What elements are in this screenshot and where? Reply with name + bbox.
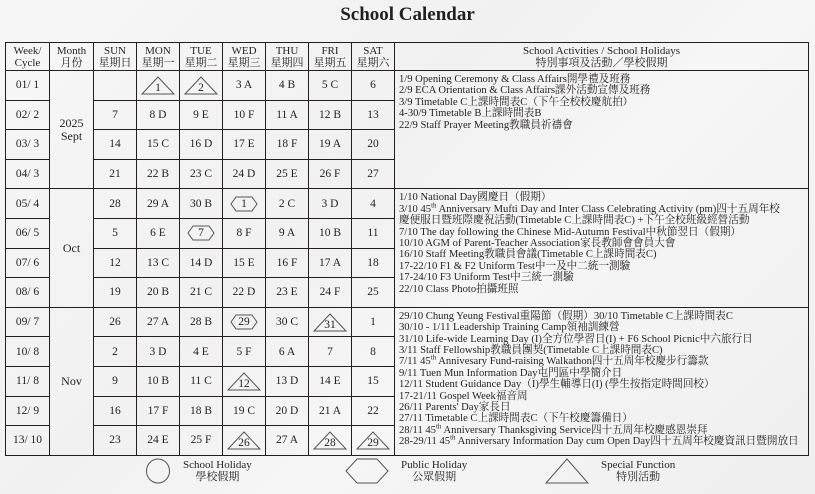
- activity-item: 26/11 Parents' Day家長日: [399, 402, 511, 413]
- day-cell-wed: 5 F: [223, 337, 266, 367]
- week-cycle-cell: 08/ 6: [6, 278, 50, 308]
- activity-item: 9/11 Tuen Mun Information Day屯門區中學簡介日: [399, 367, 623, 379]
- activity-item: 3/10 45th Anniversary Mufti Day and Inter Class Celebrating Activity (pm)四十五周年校: [399, 201, 780, 215]
- legend-label-en: Public Holiday: [401, 459, 468, 471]
- day-cell-sat: 27: [352, 159, 395, 189]
- activity-item: 22/9 Staff Prayer Meeting教職員祈禱會: [399, 119, 573, 131]
- day-cell-mon: 10 B: [137, 366, 180, 396]
- day-cell-mon: 6 E: [137, 218, 180, 248]
- month-label: Sept: [60, 128, 83, 143]
- activity-item: 1/9 Opening Ceremony & Class Affairs開學禮及班務: [399, 74, 631, 85]
- activity-item: 1/10 National Day國慶日（假期）: [399, 192, 552, 204]
- week-cycle-cell: 01/ 1: [6, 71, 50, 101]
- header-activities: [395, 43, 809, 71]
- day-cell-tue: 30 B: [180, 189, 223, 219]
- day-cell-fri: 19 A: [309, 130, 352, 160]
- day-cell-mon: 3 D: [137, 337, 180, 367]
- header-sun: [94, 43, 137, 71]
- day-cell-mon: [137, 71, 180, 101]
- day-cell-mon: 15 C: [137, 130, 180, 160]
- day-cell-thu: 13 D: [266, 366, 309, 396]
- page-title: School Calendar: [340, 4, 475, 25]
- day-cell-thu: 2 C: [266, 189, 309, 219]
- activity-item: 29/10 Chung Yeung Festival重陽節（假期）30/10 Timetable C上課時間表C: [399, 310, 733, 322]
- header-month-en: Month: [56, 44, 87, 57]
- day-cell-mon: 20 B: [137, 278, 180, 308]
- day-cell-sat: [352, 426, 395, 456]
- special-function-marker: [224, 371, 264, 391]
- day-cell-sat: 11: [352, 218, 395, 248]
- week-cycle-cell: 03/ 3: [6, 130, 50, 160]
- triangle-icon: [545, 458, 589, 484]
- activity-item: 2/9 ECA Orientation & Class Affairs課外活動宣傳及班務: [399, 85, 651, 97]
- week-cycle-cell: 11/ 8: [6, 366, 50, 396]
- activity-item: 7/11 45th Annivesary Fund-raising Walkathon四十五周年校慶步行籌款: [399, 353, 709, 368]
- day-cell-fri: [309, 307, 352, 337]
- day-cell-sat: 13: [352, 100, 395, 130]
- header-month-zh: 月份: [60, 56, 83, 69]
- day-cell-thu: 4 B: [266, 71, 309, 101]
- activity-item: 22/10 Class Photo拍攝班照: [399, 283, 519, 295]
- month-label: 2025: [59, 115, 84, 130]
- header-sat: [352, 43, 395, 71]
- day-number: 31: [324, 319, 336, 332]
- week-cycle-cell: 09/ 7: [6, 307, 50, 337]
- day-cell-thu: 23 E: [266, 278, 309, 308]
- month-label: Oct: [62, 240, 81, 255]
- day-number: 7: [198, 227, 204, 240]
- activity-item: 12/11 Student Guidance Day（I)學生輔導日(I) (學生按指定時間回校）: [399, 379, 715, 391]
- special-function-marker: [310, 430, 350, 450]
- month-cell: [50, 71, 94, 189]
- day-cell-sun: 19: [94, 278, 137, 308]
- day-cell-sat: 25: [352, 278, 395, 308]
- week-cycle-cell: 04/ 3: [6, 159, 50, 189]
- day-cell-sun: 7: [94, 100, 137, 130]
- day-cell-fri: [309, 426, 352, 456]
- day-cell-sun: 14: [94, 130, 137, 160]
- day-cell-wed: 3 A: [223, 71, 266, 101]
- day-en: FRI: [321, 44, 339, 57]
- header-month: [50, 43, 94, 71]
- day-cell-fri: 21 A: [309, 396, 352, 426]
- activity-item: 17-22/10 F1 & F2 Uniform Test中一及中二統一測驗: [399, 260, 631, 272]
- week-cycle-cell: 05/ 4: [6, 189, 50, 219]
- day-zh: 星期二: [184, 56, 218, 69]
- day-number: 28: [324, 437, 336, 450]
- day-cell-wed: 10 F: [223, 100, 266, 130]
- day-cell-tue: 28 B: [180, 307, 223, 337]
- day-cell-sun: 28: [94, 189, 137, 219]
- day-number: 12: [238, 378, 250, 391]
- day-zh: 星期四: [270, 56, 304, 69]
- day-zh: 星期一: [141, 56, 175, 69]
- day-cell-tue: 25 F: [180, 426, 223, 456]
- day-cell-wed: 22 D: [223, 278, 266, 308]
- header-cycle-label: Cycle: [14, 56, 41, 69]
- activities-cell: [395, 189, 809, 307]
- day-en: THU: [275, 44, 299, 57]
- day-number: 1: [241, 197, 247, 210]
- header-mon: [137, 43, 180, 71]
- day-cell-sat: 15: [352, 366, 395, 396]
- day-cell-tue: [180, 218, 223, 248]
- day-cell-mon: 27 A: [137, 307, 180, 337]
- header-wed: [223, 43, 266, 71]
- header-activities-en: School Activities / School Holidays: [522, 44, 681, 57]
- day-cell-tue: 18 B: [180, 396, 223, 426]
- day-cell-fri: 24 F: [309, 278, 352, 308]
- public-holiday-marker: [224, 312, 264, 332]
- activity-item: 28-29/11 45th Anniversary Information Day cum Open Day四十五周年校慶資訊日暨開放日: [399, 433, 799, 448]
- day-number: 29: [238, 316, 250, 329]
- month-label: Nov: [61, 373, 82, 388]
- day-cell-fri: 7: [309, 337, 352, 367]
- day-cell-sun: [94, 71, 137, 101]
- day-cell-sun: 5: [94, 218, 137, 248]
- legend-public-holiday: [345, 458, 467, 484]
- activity-item: 3/11 Staff Fellowship教職員團契(Timetable C上課時間表C): [399, 344, 663, 356]
- day-cell-fri: 26 F: [309, 159, 352, 189]
- day-cell-sat: 6: [352, 71, 395, 101]
- day-cell-thu: 25 E: [266, 159, 309, 189]
- day-cell-sat: 4: [352, 189, 395, 219]
- header-week-label: Week/: [13, 44, 42, 57]
- activity-item: 30/10 - 1/11 Leadership Training Camp領袖訓練營: [399, 322, 620, 334]
- day-cell-wed: 8 F: [223, 218, 266, 248]
- special-function-marker: [310, 312, 350, 332]
- day-number: 1: [155, 82, 161, 95]
- day-en: SUN: [103, 44, 126, 57]
- day-number: 2: [198, 82, 204, 95]
- day-cell-tue: 21 C: [180, 278, 223, 308]
- day-zh: 星期六: [356, 56, 390, 69]
- activity-item: 17-24/10 F3 Uniform Test中三統一測驗: [399, 272, 574, 284]
- day-cell-thu: 11 A: [266, 100, 309, 130]
- day-en: TUE: [190, 44, 212, 57]
- special-function-marker: [224, 430, 264, 450]
- public-holiday-marker: [224, 194, 264, 214]
- header-thu: [266, 43, 309, 71]
- legend-label-en: School Holiday: [183, 459, 252, 471]
- day-cell-tue: 11 C: [180, 366, 223, 396]
- activity-item: 7/10 The day following the Chinese Mid-Autumn Festival中秋節翌日（假期）: [399, 226, 742, 238]
- legend-label-zh: 公眾假期: [412, 471, 457, 483]
- special-function-marker: [181, 75, 221, 95]
- activities-cell: [395, 71, 809, 189]
- header-activities-zh: 特別事項及活動／學校假期: [535, 56, 668, 69]
- legend-label-zh: 特別活動: [616, 471, 661, 483]
- day-zh: 星期日: [98, 56, 132, 69]
- day-cell-wed: [223, 426, 266, 456]
- day-cell-fri: 5 C: [309, 71, 352, 101]
- header-week-cycle: [6, 43, 50, 71]
- week-row: [6, 189, 809, 219]
- day-cell-wed: [223, 307, 266, 337]
- day-cell-fri: 12 B: [309, 100, 352, 130]
- week-cycle-cell: 12/ 9: [6, 396, 50, 426]
- day-en: SAT: [363, 44, 383, 57]
- public-holiday-marker: [181, 223, 221, 243]
- day-cell-fri: 17 A: [309, 248, 352, 278]
- day-en: MON: [145, 44, 171, 57]
- day-cell-sun: 21: [94, 159, 137, 189]
- day-cell-mon: 8 D: [137, 100, 180, 130]
- activity-item: 17-21/11 Gospel Week福音周: [399, 390, 528, 402]
- week-cycle-cell: 10/ 8: [6, 337, 50, 367]
- day-cell-sun: 12: [94, 248, 137, 278]
- activity-item: 31/10 Life-wide Learning Day (I)全方位學習日(I) + F6 School Picnic中六旅行日: [399, 333, 753, 345]
- legend-special-function: [545, 458, 675, 484]
- day-cell-sat: 8: [352, 337, 395, 367]
- day-cell-fri: 3 D: [309, 189, 352, 219]
- month-cell: [50, 307, 94, 455]
- calendar-table: [5, 42, 809, 456]
- day-cell-wed: [223, 366, 266, 396]
- day-cell-tue: 4 E: [180, 337, 223, 367]
- week-cycle-cell: 02/ 2: [6, 100, 50, 130]
- day-cell-fri: 10 B: [309, 218, 352, 248]
- day-cell-thu: 20 D: [266, 396, 309, 426]
- day-cell-thu: 16 F: [266, 248, 309, 278]
- day-cell-wed: [223, 189, 266, 219]
- day-cell-sat: 20: [352, 130, 395, 160]
- hexagon-icon: [345, 458, 389, 484]
- day-cell-sat: 22: [352, 396, 395, 426]
- week-row: [6, 307, 809, 337]
- special-function-marker: [353, 430, 393, 450]
- activities-cell: [395, 307, 809, 455]
- header-tue: [180, 43, 223, 71]
- day-cell-wed: 15 E: [223, 248, 266, 278]
- day-cell-thu: 27 A: [266, 426, 309, 456]
- day-cell-sun: 2: [94, 337, 137, 367]
- day-cell-sun: 26: [94, 307, 137, 337]
- day-cell-mon: 24 E: [137, 426, 180, 456]
- day-cell-sun: 23: [94, 426, 137, 456]
- activity-item: 3/9 Timetable C上課時間表C（下午全校校慶航拍）: [399, 96, 634, 108]
- calendar-body: [6, 71, 809, 456]
- day-cell-sun: 9: [94, 366, 137, 396]
- day-zh: 星期五: [313, 56, 347, 69]
- day-cell-fri: 14 E: [309, 366, 352, 396]
- activity-item: 10/10 AGM of Parent-Teacher Association家長教師會會員大會: [399, 238, 676, 249]
- day-cell-thu: 30 C: [266, 307, 309, 337]
- day-cell-wed: 19 C: [223, 396, 266, 426]
- day-en: WED: [231, 44, 257, 57]
- legend-label-en: Special Function: [601, 459, 676, 471]
- week-cycle-cell: 07/ 6: [6, 248, 50, 278]
- day-cell-tue: 23 C: [180, 159, 223, 189]
- circle-icon: [145, 458, 171, 484]
- day-cell-thu: 18 F: [266, 130, 309, 160]
- day-cell-mon: 22 B: [137, 159, 180, 189]
- activity-item: 28/11 45th Anniversary Thanksgiving Service四十五周年校慶感恩崇拜: [399, 422, 708, 436]
- week-cycle-cell: 06/ 5: [6, 218, 50, 248]
- week-cycle-cell: 13/ 10: [6, 426, 50, 456]
- day-number: 26: [238, 437, 250, 450]
- day-cell-mon: 13 C: [137, 248, 180, 278]
- day-cell-sun: 16: [94, 396, 137, 426]
- activity-item: 27/11 Timetable C上課時間表C（下午校慶籌備日）: [399, 413, 633, 425]
- header-row: [6, 43, 809, 71]
- day-zh: 星期三: [227, 56, 261, 69]
- header-fri: [309, 43, 352, 71]
- day-cell-mon: 29 A: [137, 189, 180, 219]
- day-cell-tue: [180, 71, 223, 101]
- day-cell-wed: 17 E: [223, 130, 266, 160]
- day-cell-thu: 6 A: [266, 337, 309, 367]
- activity-item: 慶便服日暨班際慶祝活動(Timetable C上課時間表C) +下午全校班級經營活動: [399, 215, 750, 227]
- day-cell-sat: 1: [352, 307, 395, 337]
- legend-school-holiday: [145, 458, 252, 484]
- activity-item: 4-30/9 Timetable B上課時間表B: [399, 108, 542, 120]
- day-cell-mon: 17 F: [137, 396, 180, 426]
- day-cell-tue: 9 E: [180, 100, 223, 130]
- day-cell-thu: 9 A: [266, 218, 309, 248]
- day-cell-wed: 24 D: [223, 159, 266, 189]
- week-row: [6, 71, 809, 101]
- day-cell-tue: 14 D: [180, 248, 223, 278]
- day-cell-sat: 18: [352, 248, 395, 278]
- special-function-marker: [138, 75, 178, 95]
- day-number: 29: [367, 437, 379, 450]
- day-cell-tue: 16 D: [180, 130, 223, 160]
- month-cell: [50, 189, 94, 307]
- activity-item: 16/10 Staff Meeting教職員會議(Timetable C上課時間表C): [399, 249, 657, 261]
- legend-label-zh: 學校假期: [195, 471, 240, 483]
